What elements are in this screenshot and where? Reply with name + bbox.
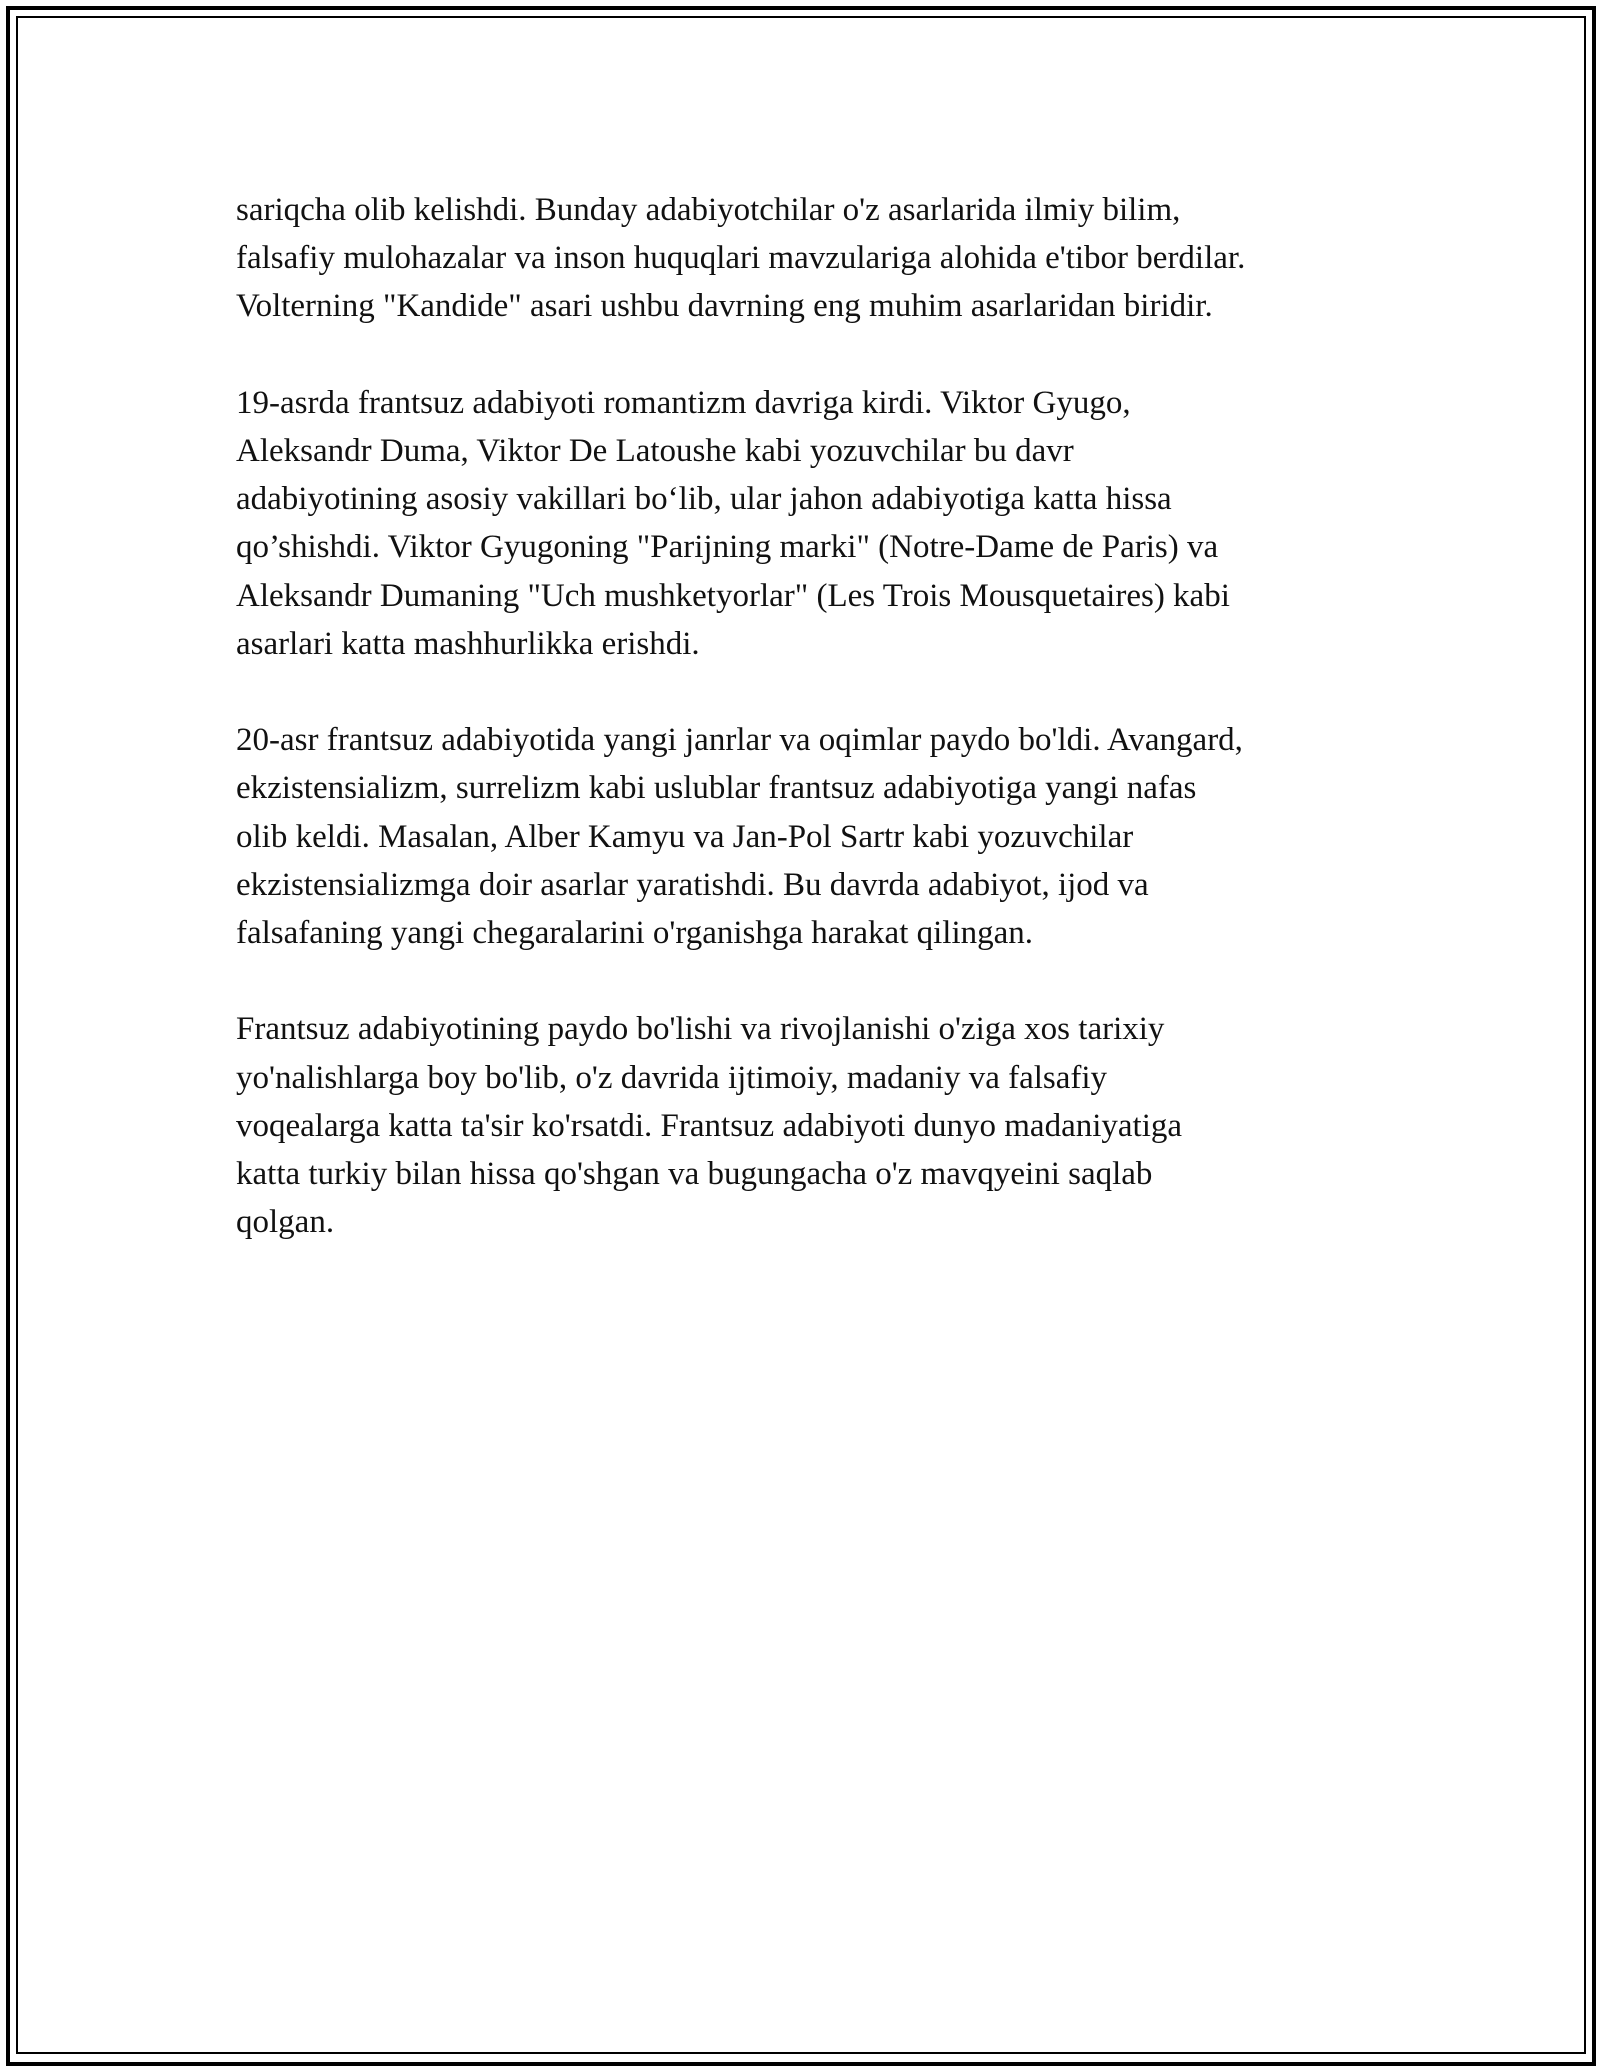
paragraph-continuation: sariqcha olib kelishdi. Bunday adabiyotchilar o'z asarlarida ilmiy bilim, falsafiy mulohazalar va inson huquqlari mavzulariga alohida e'tibor berdilar. Volterning "Kandide" asari ushbu davrning eng muhim asarlaridan biridir. xyxy=(236,192,1246,325)
paragraph-20th-century: 20-asr frantsuz adabiyotida yangi janrlar va oqimlar paydo bo'ldi. Avangard, ekzistensializm, surrelizm kabi uslublar frantsuz adabiyotiga yangi nafas olib keldi. Masalan, Alber Kamyu va Jan-Pol Sartr kabi yozuvchilar ekzistensializmga doir asarlar yaratishdi. Bu davrda adabiyot, ijod va falsafaning yangi chegaralarini o'rganishga harakat qilingan. xyxy=(236,722,1243,952)
document-body xyxy=(236,186,1386,1295)
paragraph-19th-century: 19-asrda frantsuz adabiyoti romantizm davriga kirdi. Viktor Gyugo, Aleksandr Duma, Viktor De Latoushe kabi yozuvchilar bu davr adabiyotining asosiy vakillari bo‘lib, ular jahon adabiyotiga katta hissa qo’shishdi. Viktor Gyugoning "Parijning marki" (Notre-Dame de Paris) va Aleksandr Dumaning "Uch mushketyorlar" (Les Trois Mousquetaires) kabi asarlari katta mashhurlikka erishdi. xyxy=(236,384,1230,662)
paragraph-conclusion: Frantsuz adabiyotining paydo bo'lishi va rivojlanishi o'ziga xos tarixiy yo'nalishlarga boy bo'lib, o'z davrida ijtimoiy, madaniy va falsafiy voqealarga katta ta'sir ko'rsatdi. Frantsuz adabiyoti dunyo madaniyatiga katta turkiy bilan hissa qo'shgan va bugungacha o'z mavqyeini saqlab qolgan. xyxy=(236,1011,1183,1241)
